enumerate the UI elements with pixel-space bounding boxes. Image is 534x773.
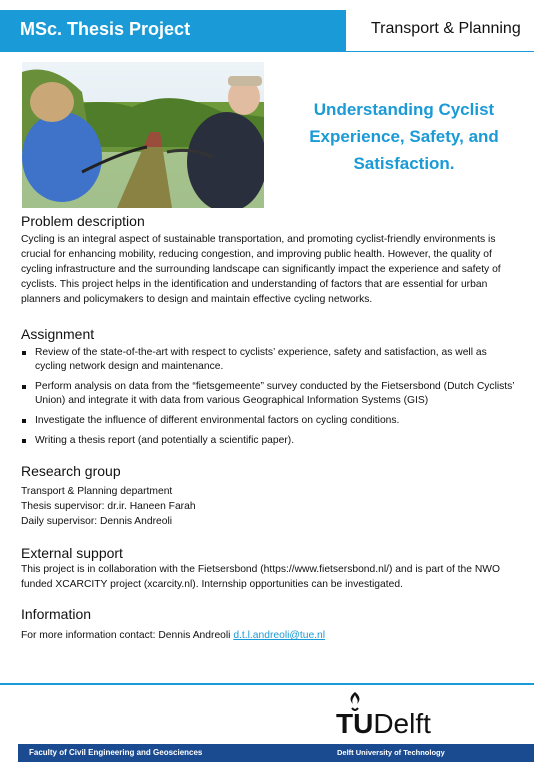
faculty-label: Faculty of Civil Engineering and Geosciences (29, 748, 203, 757)
email-link[interactable]: d.t.l.andreoli@tue.nl (233, 630, 326, 641)
research-heading: Research group (21, 463, 121, 479)
header-bar (0, 0, 534, 52)
external-text: This project is in collaboration with the Fietsersbond (https://www.fietsersbond.nl/) and is part of the NWO funded XCARCITY project (xcarcity.nl). Internship opportunities can be investigated. (21, 564, 501, 590)
page-title: MSc. Thesis Project (20, 19, 191, 39)
research-group-line: Transport & Planning department (21, 486, 173, 497)
thesis-supervisor-line: Thesis supervisor: dr.ir. Haneen Farah (21, 501, 196, 512)
research-details (21, 484, 513, 529)
footer-divider (0, 683, 534, 685)
header-divider (346, 51, 534, 52)
problem-text: Cycling is an integral aspect of sustainable transportation, and promoting cyclist-friendly environments is crucial for enhancing mobility, reducing congestion, and improving public health. However, the quality of cycling infrastructure and the surrounding landscape can significantly impact the experience and safety of cyclists. This project helps in the identification and understanding of factors that are essential for urban planners and policymakers to design and maintain effective cycling networks. (21, 234, 501, 305)
information-heading: Information (21, 606, 92, 622)
list-item: Perform analysis on data from the “fietsgemeente” survey conducted by the Fietsersbond (Dutch Cyclists’ Union) and integrate it with data from various Geographical Information Systems (GIS) (21, 380, 515, 408)
problem-heading: Problem description (21, 213, 145, 229)
list-item: Investigate the influence of different environmental factors on cycling conditions. (21, 414, 515, 428)
university-label: Delft University of Technology (337, 748, 445, 757)
information-text (21, 628, 513, 643)
assignment-list (21, 346, 515, 454)
list-item: Writing a thesis report (and potentially a scientific paper). (21, 434, 515, 448)
external-heading: External support (21, 545, 123, 561)
project-headline: Understanding Cyclist Experience, Safety, and Satisfaction. (309, 100, 499, 173)
footer-bar (18, 744, 534, 762)
list-item: Review of the state-of-the-art with respect to cyclists’ experience, safety and satisfaction, as well as cycling network design and maintenance. (21, 346, 515, 374)
contact-label: For more information contact: Dennis Andreoli (21, 630, 234, 641)
department-label: Transport & Planning (371, 20, 521, 37)
tudelft-wordmark: TUDelft (336, 708, 431, 739)
cyclists-photo (22, 62, 264, 208)
assignment-heading: Assignment (21, 326, 95, 342)
tudelft-logo (336, 690, 466, 742)
daily-supervisor-line: Daily supervisor: Dennis Andreoli (21, 516, 173, 527)
